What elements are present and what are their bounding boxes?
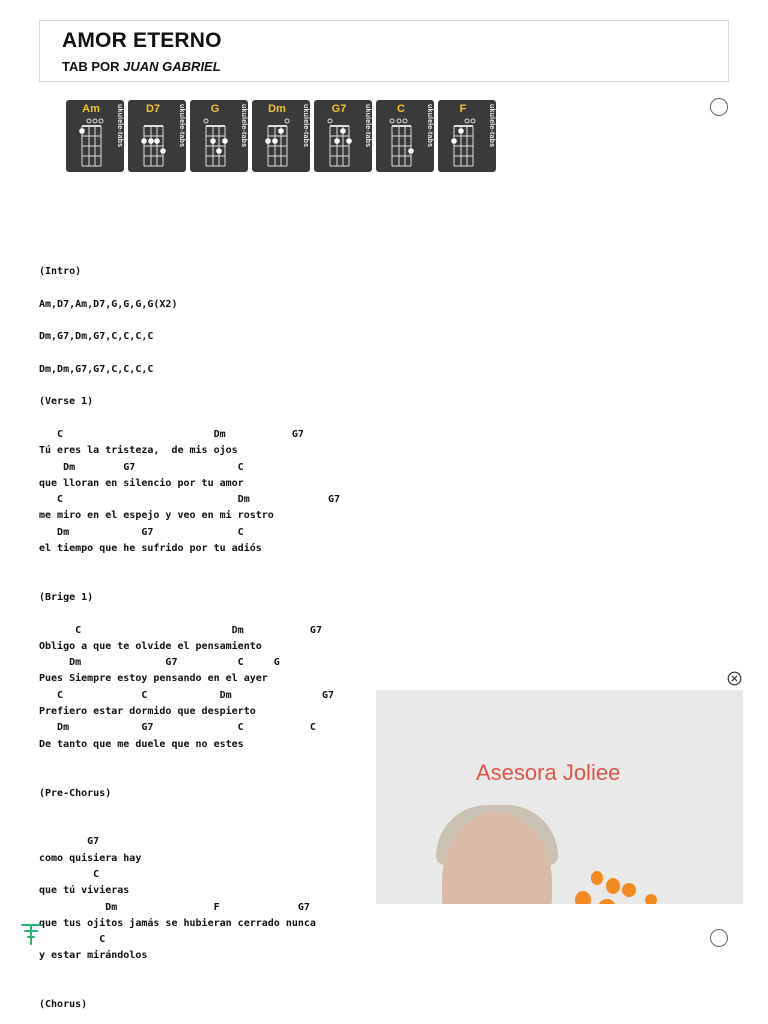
chord-card-am[interactable] bbox=[66, 100, 124, 172]
chord-name: G7 bbox=[331, 103, 347, 115]
chord-diagrams bbox=[66, 100, 496, 172]
chord-name: Dm bbox=[268, 103, 286, 115]
chord-grid-icon bbox=[200, 116, 230, 168]
artist-name[interactable]: JUAN GABRIEL bbox=[123, 59, 221, 74]
chord-brand-label: ukulele-tabs bbox=[178, 104, 185, 148]
chord-card-g[interactable] bbox=[190, 100, 248, 172]
advertisement[interactable] bbox=[376, 690, 743, 904]
song-subtitle bbox=[62, 59, 221, 74]
chord-brand-label: ukulele-tabs bbox=[364, 104, 371, 148]
ad-decoration-icon bbox=[571, 860, 671, 904]
chord-name: G bbox=[210, 103, 220, 115]
chord-brand-label: ukulele-tabs bbox=[426, 104, 433, 148]
chord-name: Am bbox=[82, 103, 100, 115]
chord-grid-icon bbox=[76, 116, 106, 168]
chord-brand-label: ukulele-tabs bbox=[488, 104, 495, 148]
chord-name: C bbox=[397, 103, 405, 115]
song-header bbox=[39, 20, 729, 82]
chord-grid-icon bbox=[324, 116, 354, 168]
subtitle-prefix: TAB POR bbox=[62, 59, 124, 74]
chord-name: F bbox=[459, 103, 467, 115]
ad-title: Asesora Joliee bbox=[476, 760, 621, 785]
chord-brand-label: ukulele-tabs bbox=[302, 104, 309, 148]
radio-circle-icon[interactable] bbox=[710, 98, 728, 116]
chord-card-d7[interactable] bbox=[128, 100, 186, 172]
chord-grid-icon bbox=[262, 116, 292, 168]
chord-grid-icon bbox=[138, 116, 168, 168]
chord-brand-label: ukulele-tabs bbox=[240, 104, 247, 148]
funnel-logo-icon[interactable] bbox=[20, 922, 42, 946]
radio-circle-icon[interactable] bbox=[710, 929, 728, 947]
song-tab-text: (Intro) Am,D7,Am,D7,G,G,G,G(X2) Dm,G7,Dm,G7,C,C,C,C Dm,Dm,G7,G7,C,C,C,C (Verse 1) C Dm G7 Tú eres la tristeza, de mis ojos Dm G7 C que lloran en silencio por tu amor C Dm G7 me miro en el espejo y veo en mi rostro Dm G7 C el tiempo que he sufrido por tu adiós (Brige 1) C Dm G7 Obligo a que te olvide el pensamiento Dm G7 C G Pues Siempre estoy pensando en el ayer C C Dm G7 Prefiero estar dormido que despierto Dm G7 C C De tanto que me duele que no estes (Pre-Chorus) G7 como quisiera hay C que tú vivieras Dm F G7 que tus ojitos jamás se hubieran cerrado nunca C y estar mirándolos (Chorus) bbox=[39, 266, 341, 1011]
chord-grid-icon bbox=[386, 116, 416, 168]
chord-grid-icon bbox=[448, 116, 478, 168]
song-title: AMOR ETERNO bbox=[62, 29, 222, 52]
chord-card-g7[interactable] bbox=[314, 100, 372, 172]
chord-card-c[interactable] bbox=[376, 100, 434, 172]
chord-card-dm[interactable] bbox=[252, 100, 310, 172]
chord-card-f[interactable] bbox=[438, 100, 496, 172]
chord-name: D7 bbox=[145, 103, 161, 115]
close-circle-icon[interactable] bbox=[727, 671, 742, 686]
chord-brand-label: ukulele-tabs bbox=[116, 104, 123, 148]
